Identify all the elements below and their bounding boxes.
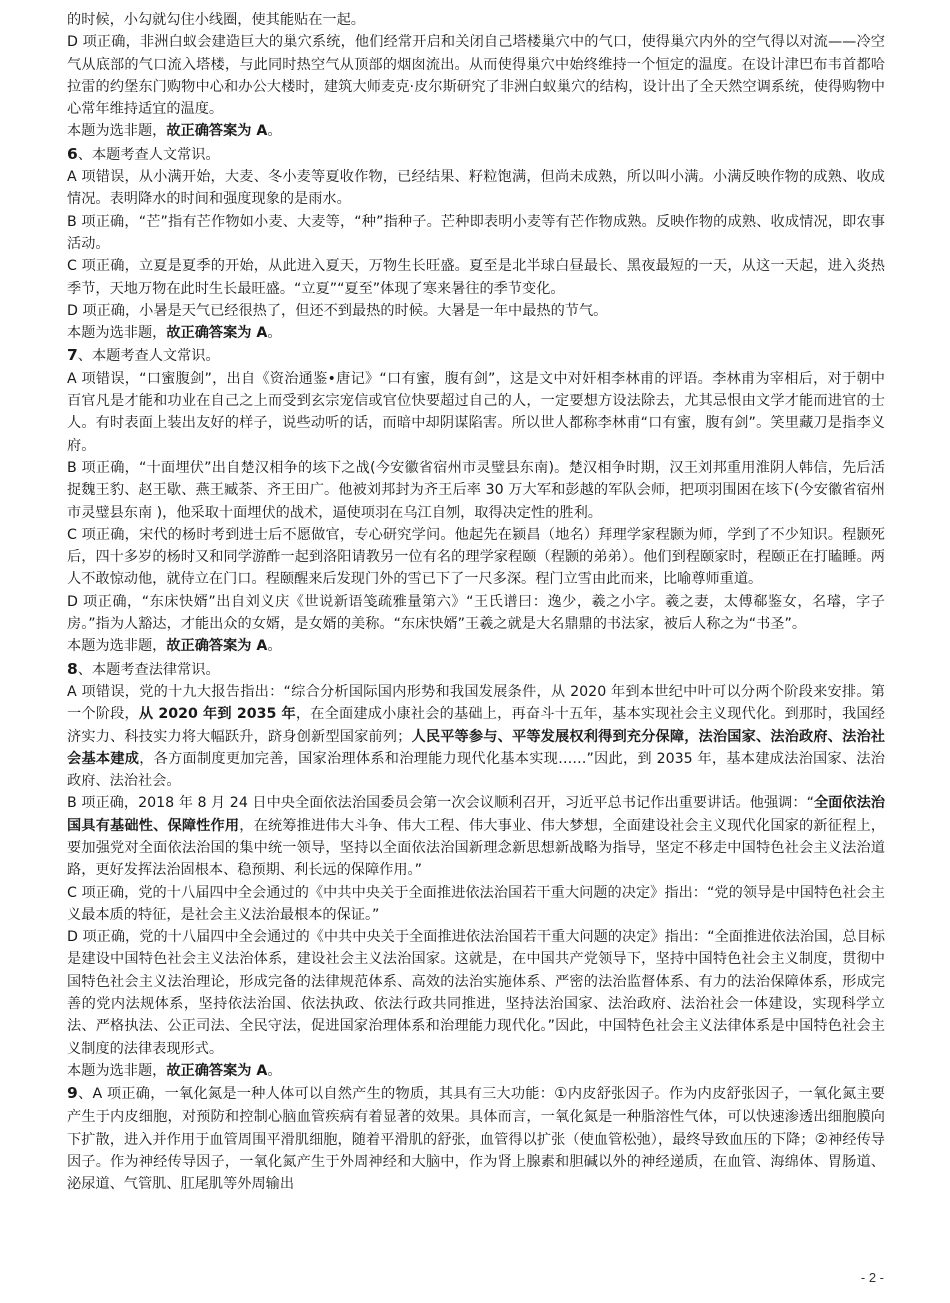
document-body bbox=[67, 9, 885, 1196]
text-segment: 。 bbox=[267, 123, 282, 140]
paragraph bbox=[67, 255, 885, 300]
text-segment: B 项正确，“十面埋伏”出自楚汉相争的垓下之战(今安徽省宿州市灵璧县东南)。楚汉相争时期，汉王刘邦重用淮阴人韩信，先后活捉魏王豹、赵王歇、燕王臧荼、齐王田广。他被刘邦封为齐王后率 30 万大军和彭越的军队会师，把项羽围困在垓下(今安徽省宿州市灵璧县东南 )，他采取十面埋伏的战术，逼使项羽在乌江自刎，取得决定性的胜利。 bbox=[67, 459, 885, 521]
text-segment: 、本题考查人文常识。 bbox=[77, 146, 220, 163]
paragraph bbox=[67, 143, 885, 166]
text-segment: 本题为选非题， bbox=[67, 123, 167, 140]
paragraph bbox=[67, 524, 885, 591]
question-number: 6 bbox=[67, 144, 78, 163]
text-segment: 内皮舒张因子。作为内皮舒张因子，一氧化氮主要产生于内皮细胞，对预防和控制心脑血管疾病有着显著的效果。具体而言，一氧化氮是一种脂溶性气体，可以快速渗透出细胞膜向下扩散，进入并作用于血管周围平滑肌细胞，随着平滑肌的舒张，血管得以扩张（使血管松弛），最终导致血压的下降； bbox=[67, 1086, 885, 1148]
question-number: 9 bbox=[67, 1084, 78, 1103]
text-segment: ，在统筹推进伟大斗争、伟大工程、伟大事业、伟大梦想，全面建设社会主义现代化国家的新征程上，要加强党对全面依法治国的集中统一领导，坚持以全面依法治国新理念新思想新战略为指导，坚定不移走中国特色社会主义法治道路，更好发挥法治固根本、稳预期、利长远的保障作用。” bbox=[67, 817, 885, 879]
circled-number: ② bbox=[814, 1129, 829, 1148]
bold-answer-text: 故正确答案为 A bbox=[166, 123, 268, 140]
paragraph bbox=[67, 1082, 885, 1195]
text-segment: A 项错误，党的十九大报告指出：“综合分析国际国内形势和我国发展条件，从 2020 年到本世纪中叶可以分两个阶段来安排。第一个阶段， bbox=[67, 683, 885, 723]
text-segment: 本题为选非题， bbox=[67, 325, 167, 342]
text-segment: ，各方面制度更加完善，国家治理体系和治理能力现代化基本实现……”因此，到 2035 年，基本建成法治国家、法治政府、法治社会。 bbox=[67, 750, 885, 790]
paragraph bbox=[67, 792, 885, 881]
text-segment: 。 bbox=[267, 638, 282, 655]
text-segment: D 项正确，党的十八届四中全会通过的《中共中央关于全面推进依法治国若干重大问题的决定》指出：“全面推进依法治国，总目标是建设中国特色社会主义法治体系，建设社会主义法治国家。这就是，在中国共产党领导下，坚持中国特色社会主义制度，贯彻中国特色社会主义法治理论，形成完备的法律规范体系、高效的法治实施体系、严密的法治监督体系、有力的法治保障体系，形成完善的党内法规体系，坚持依法治国、依法执政、依法行政共同推进，坚持法治国家、法治政府、法治社会一体建设，实现科学立法、严格执法、公正司法、全民守法，促进国家治理体系和治理能力现代化。”因此，中国特色社会主义法律体系是中国特色社会主义制度的法律表现形式。 bbox=[67, 929, 885, 1057]
paragraph bbox=[67, 166, 885, 211]
paragraph bbox=[67, 300, 885, 322]
paragraph bbox=[67, 120, 885, 142]
paragraph bbox=[67, 9, 885, 31]
paragraph bbox=[67, 882, 885, 927]
paragraph bbox=[67, 926, 885, 1060]
text-segment: 、本题考查人文常识。 bbox=[77, 348, 220, 365]
text-segment: 本题为选非题， bbox=[67, 1062, 167, 1079]
bold-answer-text: 从 2020 年到 2035 年 bbox=[138, 706, 296, 723]
text-segment: D 项正确，非洲白蚁会建造巨大的巢穴系统，他们经常开启和关闭自己塔楼巢穴中的气口，使得巢穴内外的空气得以对流——冷空气从底部的气口流入塔楼，与此同时热空气从顶部的烟囱流出。从而使得巢穴中始终维持一个恒定的温度。在设计津巴布韦首都哈拉雷的约堡东门购物中心和办公大楼时，建筑大师麦克·皮尔斯研究了非洲白蚁巢穴的结构，设计出了全天然空调系统，使得购物中心常年维持适宜的温度。 bbox=[67, 34, 885, 118]
paragraph bbox=[67, 457, 885, 524]
paragraph bbox=[67, 591, 885, 636]
text-segment: 神经传导因子。作为神经传导因子，一氧化氮产生于外周神经和大脑中，作为肾上腺素和胆碱以外的神经递质，在血管、海绵体、胃肠道、泌尿道、气管肌、肛尾肌等外周输出 bbox=[67, 1131, 885, 1193]
bold-answer-text: 全面依法治国具有基础性、保障性作用 bbox=[67, 795, 885, 834]
bold-answer-text: 故正确答案为 A bbox=[166, 1062, 268, 1079]
text-segment: D 项正确，“东床快婿”出自刘义庆《世说新语笺疏雅量第六》“王氏谱曰：逸少，羲之小字。羲之妻，太傅郗鉴女，名璿，字子房。”指为人豁达，才能出众的女婿，是女婿的美称。“东床快婿”王羲之就是大名鼎鼎的书法家，被后人称之为“书圣”。 bbox=[67, 593, 885, 633]
text-segment: 。 bbox=[267, 1062, 282, 1079]
bold-answer-text: 人民平等参与、平等发展权利得到充分保障，法治国家、法治政府、法治社会基本建成 bbox=[67, 728, 885, 767]
text-segment: C 项正确，宋代的杨时考到进士后不愿做官，专心研究学问。他起先在颍昌（地名）拜理学家程颢为师，学到了不少知识。程颢死后，四十多岁的杨时又和同学游酢一起到洛阳请教另一位有名的理学家程颐（程颢的弟弟）。他们到程颐家时，程颐正在打瞌睡。两人不敢惊动他，就侍立在门口。程颐醒来后发现门外的雪已下了一尺多深。程门立雪由此而来，比喻尊师重道。 bbox=[67, 526, 885, 588]
text-segment: 的时候，小勾就勾住小线圈，使其能贴在一起。 bbox=[67, 12, 365, 28]
text-segment: 、本题考查法律常识。 bbox=[77, 661, 220, 678]
paragraph bbox=[67, 1060, 885, 1082]
question-number: 7 bbox=[67, 346, 78, 365]
text-segment: 。 bbox=[267, 325, 282, 342]
text-segment: C 项正确，党的十八届四中全会通过的《中共中央关于全面推进依法治国若干重大问题的决定》指出：“党的领导是中国特色社会主义最本质的特征，是社会主义法治最根本的保证。” bbox=[67, 884, 885, 923]
bold-answer-text: 故正确答案为 A bbox=[166, 638, 268, 655]
paragraph bbox=[67, 681, 885, 792]
text-segment: D 项正确，小暑是天气已经很热了，但还不到最热的时候。大暑是一年中最热的节气。 bbox=[67, 302, 608, 319]
text-segment: 本题为选非题， bbox=[67, 638, 167, 655]
circled-number: ① bbox=[554, 1084, 568, 1103]
question-number: 8 bbox=[67, 659, 78, 678]
bold-answer-text: 故正确答案为 A bbox=[166, 325, 268, 342]
paragraph bbox=[67, 658, 885, 681]
text-segment: A 项错误，“口蜜腹剑”，出自《资治通鉴•唐记》“口有蜜，腹有剑”，这是文中对奸相李林甫的评语。李林甫为宰相后，对于朝中百官凡是才能和功业在自己之上而受到玄宗宠信或官位快要超过自己的人，一定要想方设法除去，尤其忌恨由文学才能而进官的士人。有时表面上装出友好的样子，说些动听的话，而暗中却阴谋陷害。所以世人都称李林甫“口有蜜，腹有剑”。笑里藏刀是指李义府。 bbox=[67, 370, 885, 454]
text-segment: A 项错误，从小满开始，大麦、冬小麦等夏收作物，已经结果、籽粒饱满，但尚未成熟，所以叫小满。小满反映作物的成熟、收成情况。表明降水的时间和强度现象的是雨水。 bbox=[67, 169, 885, 208]
paragraph bbox=[67, 344, 885, 367]
paragraph bbox=[67, 31, 885, 120]
paragraph bbox=[67, 211, 885, 256]
paragraph bbox=[67, 635, 885, 657]
text-segment: ，在全面建成小康社会的基础上，再奋斗十五年，基本实现社会主义现代化。到那时，我国经济实力、科技实力将大幅跃升，跻身创新型国家前列； bbox=[67, 706, 885, 745]
text-segment: 、A 项正确，一氧化氮是一种人体可以自然产生的物质，其具有三大功能： bbox=[77, 1086, 555, 1103]
text-segment: B 项正确，“芒”指有芒作物如小麦、大麦等，“种”指种子。芒种即表明小麦等有芒作物成熟。反映作物的成熟、收成情况，即农事活动。 bbox=[67, 213, 885, 252]
paragraph bbox=[67, 368, 885, 457]
page-number: - 2 - bbox=[860, 1270, 884, 1285]
paragraph bbox=[67, 322, 885, 344]
text-segment: B 项正确，2018 年 8 月 24 日中央全面依法治国委员会第一次会议顺利召开，习近平总书记作出重要讲话。他强调：“ bbox=[67, 795, 814, 812]
text-segment: C 项正确，立夏是夏季的开始，从此进入夏天，万物生长旺盛。夏至是北半球白昼最长、黑夜最短的一天，从这一天起，进入炎热季节，天地万物在此时生长最旺盛。“立夏”“夏至”体现了寒来暑往的季节变化。 bbox=[67, 258, 885, 297]
